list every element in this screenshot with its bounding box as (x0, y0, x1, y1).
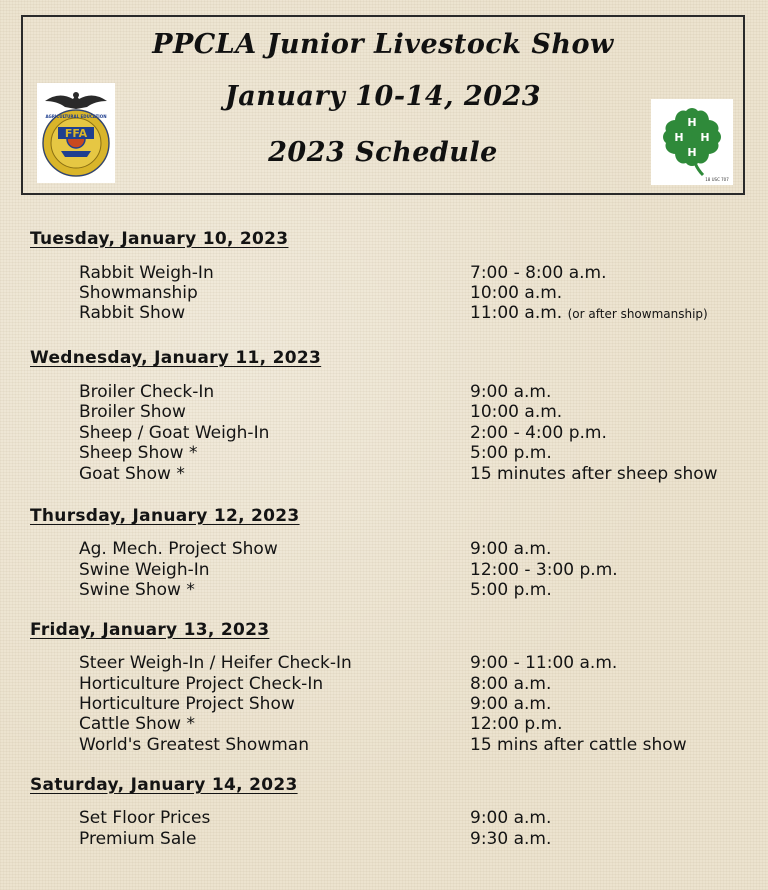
event-name: Set Floor Prices (79, 808, 211, 828)
event-name: Swine Weigh-In (79, 560, 210, 580)
event-time: 9:00 a.m. (470, 539, 552, 559)
clover-h-top: H (687, 116, 697, 129)
event-name: Sheep Show * (79, 443, 198, 463)
event-time: 10:00 a.m. (470, 283, 563, 303)
event-time: 15 mins after cattle show (470, 735, 687, 755)
event-name: Horticulture Project Show (79, 694, 295, 714)
event-name: Rabbit Show (79, 303, 186, 323)
event-name: Broiler Check-In (79, 382, 215, 402)
ffa-emblem-text: FFA (64, 127, 88, 140)
day-heading-wednesday: Wednesday, January 11, 2023 (30, 348, 322, 368)
ffa-emblem-ring-label: AGRICULTURAL EDUCATION (45, 114, 107, 119)
event-time: 9:00 - 11:00 a.m. (470, 653, 618, 673)
event-name: Sheep / Goat Weigh-In (79, 423, 270, 443)
event-time: 9:00 a.m. (470, 694, 552, 714)
event-time: 5:00 p.m. (470, 443, 552, 463)
event-time: 7:00 - 8:00 a.m. (470, 263, 607, 283)
clover-h-right: H (700, 131, 710, 144)
event-name: Steer Weigh-In / Heifer Check-In (79, 653, 352, 673)
event-time: 9:30 a.m. (470, 829, 552, 849)
event-time: 9:00 a.m. (470, 382, 552, 402)
schedule-subtitle: 2023 Schedule (268, 137, 498, 168)
event-time: 9:00 a.m. (470, 808, 552, 828)
event-time: 12:00 p.m. (470, 714, 563, 734)
event-name: Premium Sale (79, 829, 197, 849)
day-heading-friday: Friday, January 13, 2023 (30, 620, 270, 640)
clover-h-left: H (674, 131, 684, 144)
event-name: Goat Show * (79, 464, 185, 484)
day-heading-tuesday: Tuesday, January 10, 2023 (30, 229, 289, 249)
event-time: 12:00 - 3:00 p.m. (470, 560, 618, 580)
ffa-emblem-icon (37, 83, 115, 183)
event-time: 5:00 p.m. (470, 580, 552, 600)
event-name: Showmanship (79, 283, 198, 303)
event-time: 2:00 - 4:00 p.m. (470, 423, 607, 443)
event-time-with-note (470, 303, 708, 324)
event-time: 15 minutes after sheep show (470, 464, 718, 484)
event-name: Broiler Show (79, 402, 186, 422)
event-name: Horticulture Project Check-In (79, 674, 324, 694)
schedule-header (21, 15, 745, 195)
day-heading-thursday: Thursday, January 12, 2023 (30, 506, 300, 526)
four-h-clover-icon (651, 99, 733, 185)
clover-h-bottom: H (687, 146, 697, 159)
event-time: 11:00 a.m. (470, 303, 563, 323)
day-heading-saturday: Saturday, January 14, 2023 (30, 775, 298, 795)
event-name: Rabbit Weigh-In (79, 263, 214, 283)
event-name: Swine Show * (79, 580, 195, 600)
event-name: Ag. Mech. Project Show (79, 539, 278, 559)
event-note: (or after showmanship) (567, 307, 708, 321)
show-title: PPCLA Junior Livestock Show (152, 29, 614, 60)
clover-trademark-label: 18 USC 707 (705, 177, 729, 182)
event-time: 8:00 a.m. (470, 674, 552, 694)
event-name: World's Greatest Showman (79, 735, 309, 755)
show-dates: January 10-14, 2023 (224, 81, 542, 112)
event-time: 10:00 a.m. (470, 402, 563, 422)
event-name: Cattle Show * (79, 714, 195, 734)
